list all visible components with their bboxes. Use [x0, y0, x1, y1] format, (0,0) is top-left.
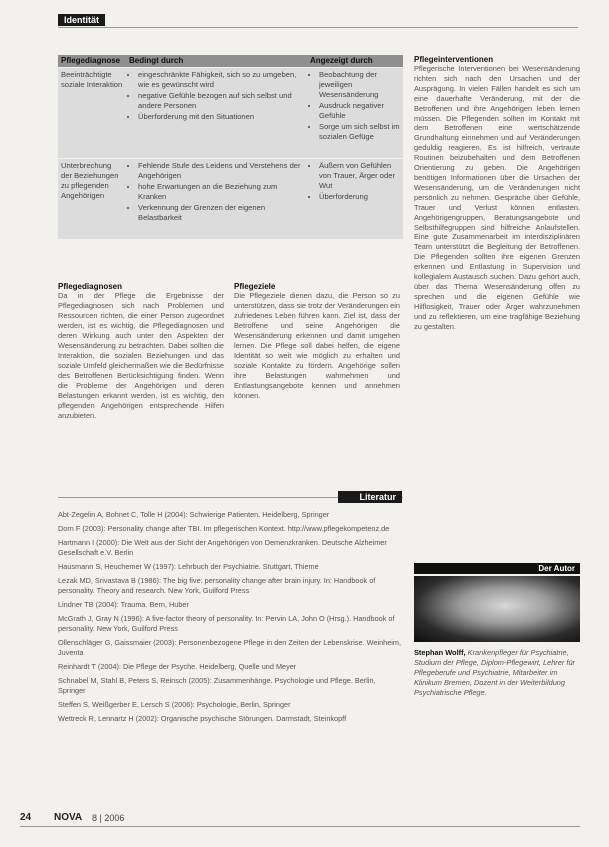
table-row: [58, 159, 403, 240]
literature-item: Hausmann S, Heuchemer W (1997): Lehrbuch der Psychiatrie. Stuttgart, Thieme: [58, 562, 319, 571]
journal-name: NOVA: [54, 812, 83, 823]
journal-issue: 8 | 2006: [92, 813, 125, 823]
diagnosis-table-wrap: [58, 55, 403, 239]
section-tag: Identität: [58, 14, 105, 26]
section-title: Pflegeziele: [234, 282, 276, 291]
literature-list: [58, 510, 403, 728]
literature-item: Wettreck R, Lennartz H (2002): Organische psychische Störungen. Darmstadt, Steinkopff: [58, 714, 347, 723]
table-header-causes: Bedingt durch: [126, 55, 307, 68]
literature-item: Hartmann I (2000): Die Welt aus der Sicht der Angehörigen von Demenzkranken. Deutsche Alzheimer Gesellschaft e.V. Berlin: [58, 538, 387, 557]
literature-item: Steffen S, Weißgerber E, Lersch S (2006): Psychologie, Berlin, Springer: [58, 700, 291, 709]
cause-item: • Fehlende Stufe des Leidens und Verstehens der Angehörigen: [138, 161, 304, 181]
header-rule: [58, 27, 578, 28]
section-pflegediagnosen: [58, 282, 224, 421]
cause-item: • negative Gefühle bezogen auf sich selbst und andere Personen: [138, 91, 304, 111]
section-title: Pflegediagnosen: [58, 282, 123, 291]
table-cell-signs: [307, 68, 403, 159]
table-cell-signs: [307, 159, 403, 240]
cause-item: • hohe Erwartungen an die Beziehung zum Kranken: [138, 182, 304, 202]
literature-item: McGrath J, Gray N (1996): A five-factor theory of personality. In: Pervin LA, John O (Hrsg.). Handbook of personality. New York, Guilford Press: [58, 614, 395, 633]
sign-item: • Äußern von Gefühlen von Trauer, Ärger oder Wut: [319, 161, 400, 191]
literature-item: Reinhardt T (2004): Die Pflege der Psyche. Heidelberg, Quelle und Meyer: [58, 662, 297, 671]
section-text: Da in der Pflege die Ergebnisse der Pflegediagnosen sich nach Problemen und Ressourcen richten, die einer Person zugeordnet werden, ist es wichtig, die Pflegediagnosen und deren Wirkung auch unter den Aspekten der Wesensänderung zu betrachten. Dabei sollten die Interaktion, die sozialen Beziehungen und das soziale Umfeld gleichermaßen wie die Bedürfnisse des Betroffenen Berücksichtigung finden. Wenn die Probleme der Angehörigen und deren Belastungen erkannt werden, ist es wichtig, den pflegenden Angehörigen entsprechende Hilfen anzubieten.: [58, 291, 224, 420]
page-number: 24: [20, 812, 32, 823]
author-photo: [414, 576, 580, 642]
author-heading: Der Autor: [414, 563, 580, 574]
sign-item: • Beobachtung der jeweiligen Wesensänderung: [319, 70, 400, 100]
diagnosis-table: [58, 55, 403, 239]
section-text: Die Pflegeziele dienen dazu, die Person so zu unterstützen, dass sie trotz der Veränderungen ein zufriedenes Leben führen kann. Ziel ist, dass der Betroffene und seine Angehörigen die Wesensänderung erkennen und damit umgehen lernen. Die Pflege soll dabei helfen, die eigene Identität so weit wie möglich zu erhalten und soziale Kontakte zu fördern. Angehörige sollen ihre Belastungen wahrnehmen und Entlastungsangebote kennen und annehmen können.: [234, 291, 400, 400]
table-cell-diagnosis: Beeinträchtigte soziale Interaktion: [58, 68, 126, 159]
table-header-signs: Angezeigt durch: [307, 55, 403, 68]
literature-item: Lindner TB (2004): Trauma. Bern, Huber: [58, 600, 189, 609]
literature-item: Lezak MD, Srivastava B (1986): The big five: personality change after brain injury. In: Handbook of personality. Theory and research. New York, Guilford Press: [58, 576, 376, 595]
sign-item: • Überforderung: [319, 192, 400, 202]
author-bio-block: [414, 648, 580, 698]
table-cell-causes: [126, 159, 307, 240]
literature-item: Dorn F (2003): Personality change after TBI. Im pflegerischen Kontext. http://www.pflegekompetenz.de: [58, 524, 390, 533]
literature-heading: Literatur: [338, 491, 402, 503]
footer-rule: [20, 826, 580, 827]
section-pflegeziele: [234, 282, 400, 401]
cause-item: • Verkennung der Grenzen der eigenen Belastbarkeit: [138, 203, 304, 223]
sign-item: • Sorge um sich selbst im sozialen Gefüge: [319, 122, 400, 142]
table-header-diagnosis: Pflegediagnose: [58, 55, 126, 68]
literature-item: Schnabel M, Stahl B, Peters S, Reinsch (2005): Zusammenhänge. Psychologie und Pflege. Berlin, Springer: [58, 676, 376, 695]
table-cell-diagnosis: Unterbrechung der Beziehungen zu pflegenden Angehörigen: [58, 159, 126, 240]
cause-item: • Überforderung mit den Situationen: [138, 112, 304, 122]
table-cell-causes: [126, 68, 307, 159]
literature-item: Ollenschläger G, Gaissmaier (2003): Personenbezogene Pflege in den Zeiten der Lebenskrise. Weinheim, Juventa: [58, 638, 402, 657]
sign-item: • Ausdruck negativer Gefühle: [319, 101, 400, 121]
section-text: Pflegerische Interventionen bei Wesensänderung richten sich nach den Ursachen und der Ausprägung. In vielen Fällen handelt es sich um eine dauerhafte Veränderung, mit der die Betroffenen und ihre Angehörigen leben lernen müssen. Die Pflegenden sollten im Kontakt mit dem Betroffenen eine wertschätzende Grundhaltung einnehmen und auf Veränderungen geduldig reagieren. Es ist hilfreich, vertraute Routinen beizubehalten und dem Betroffenen Orientierung zu geben. Die Angehörigen benötigen Informationen über die Ursachen der Wesensänderung, um die Veränderungen nicht persönlich zu nehmen. Gespräche über Gefühle, Trauer und Verlust können entlasten. Angehörigengruppen, Beratungsangebote und Selbsthilfegruppen sind hilfreiche Anlaufstellen. Eine gute Zusammenarbeit im interdisziplinären Team unterstützt die Begleitung der Betroffenen. Die Pflegenden sollten ihre eigenen Grenzen erkennen und Entlastung in Supervision und kollegialem Austausch suchen. Dazu gehört auch, über das Thema Wesensänderung offen zu sprechen und die eigenen Gefühle wie Hilflosigkeit, Trauer oder Ärger wahrzunehmen und zu reflektieren, um eine tragfähige Beziehung zu gestalten.: [414, 64, 580, 331]
literature-item: Abt-Zegelin A, Bohnet C, Tolle H (2004): Schwierige Patienten. Heidelberg, Springer: [58, 510, 330, 519]
section-title: Pflegeinterventionen: [414, 55, 494, 64]
section-interventionen: [414, 55, 580, 331]
table-row: [58, 68, 403, 159]
author-name: Stephan Wolff,: [414, 648, 466, 657]
cause-item: • eingeschränkte Fähigkeit, sich so zu umgeben, wie es gewünscht wird: [138, 70, 304, 90]
author-bio: Krankenpfleger für Psychiatrie, Studium der Pflege, Diplom-Pflegewirt, Lehrer für Pflegeberufe und Psychiatrie, Mitarbeiter im Klinikum Bremen, Dozent in der Weiterbildung Psychiatrische Pflege.: [414, 648, 576, 697]
